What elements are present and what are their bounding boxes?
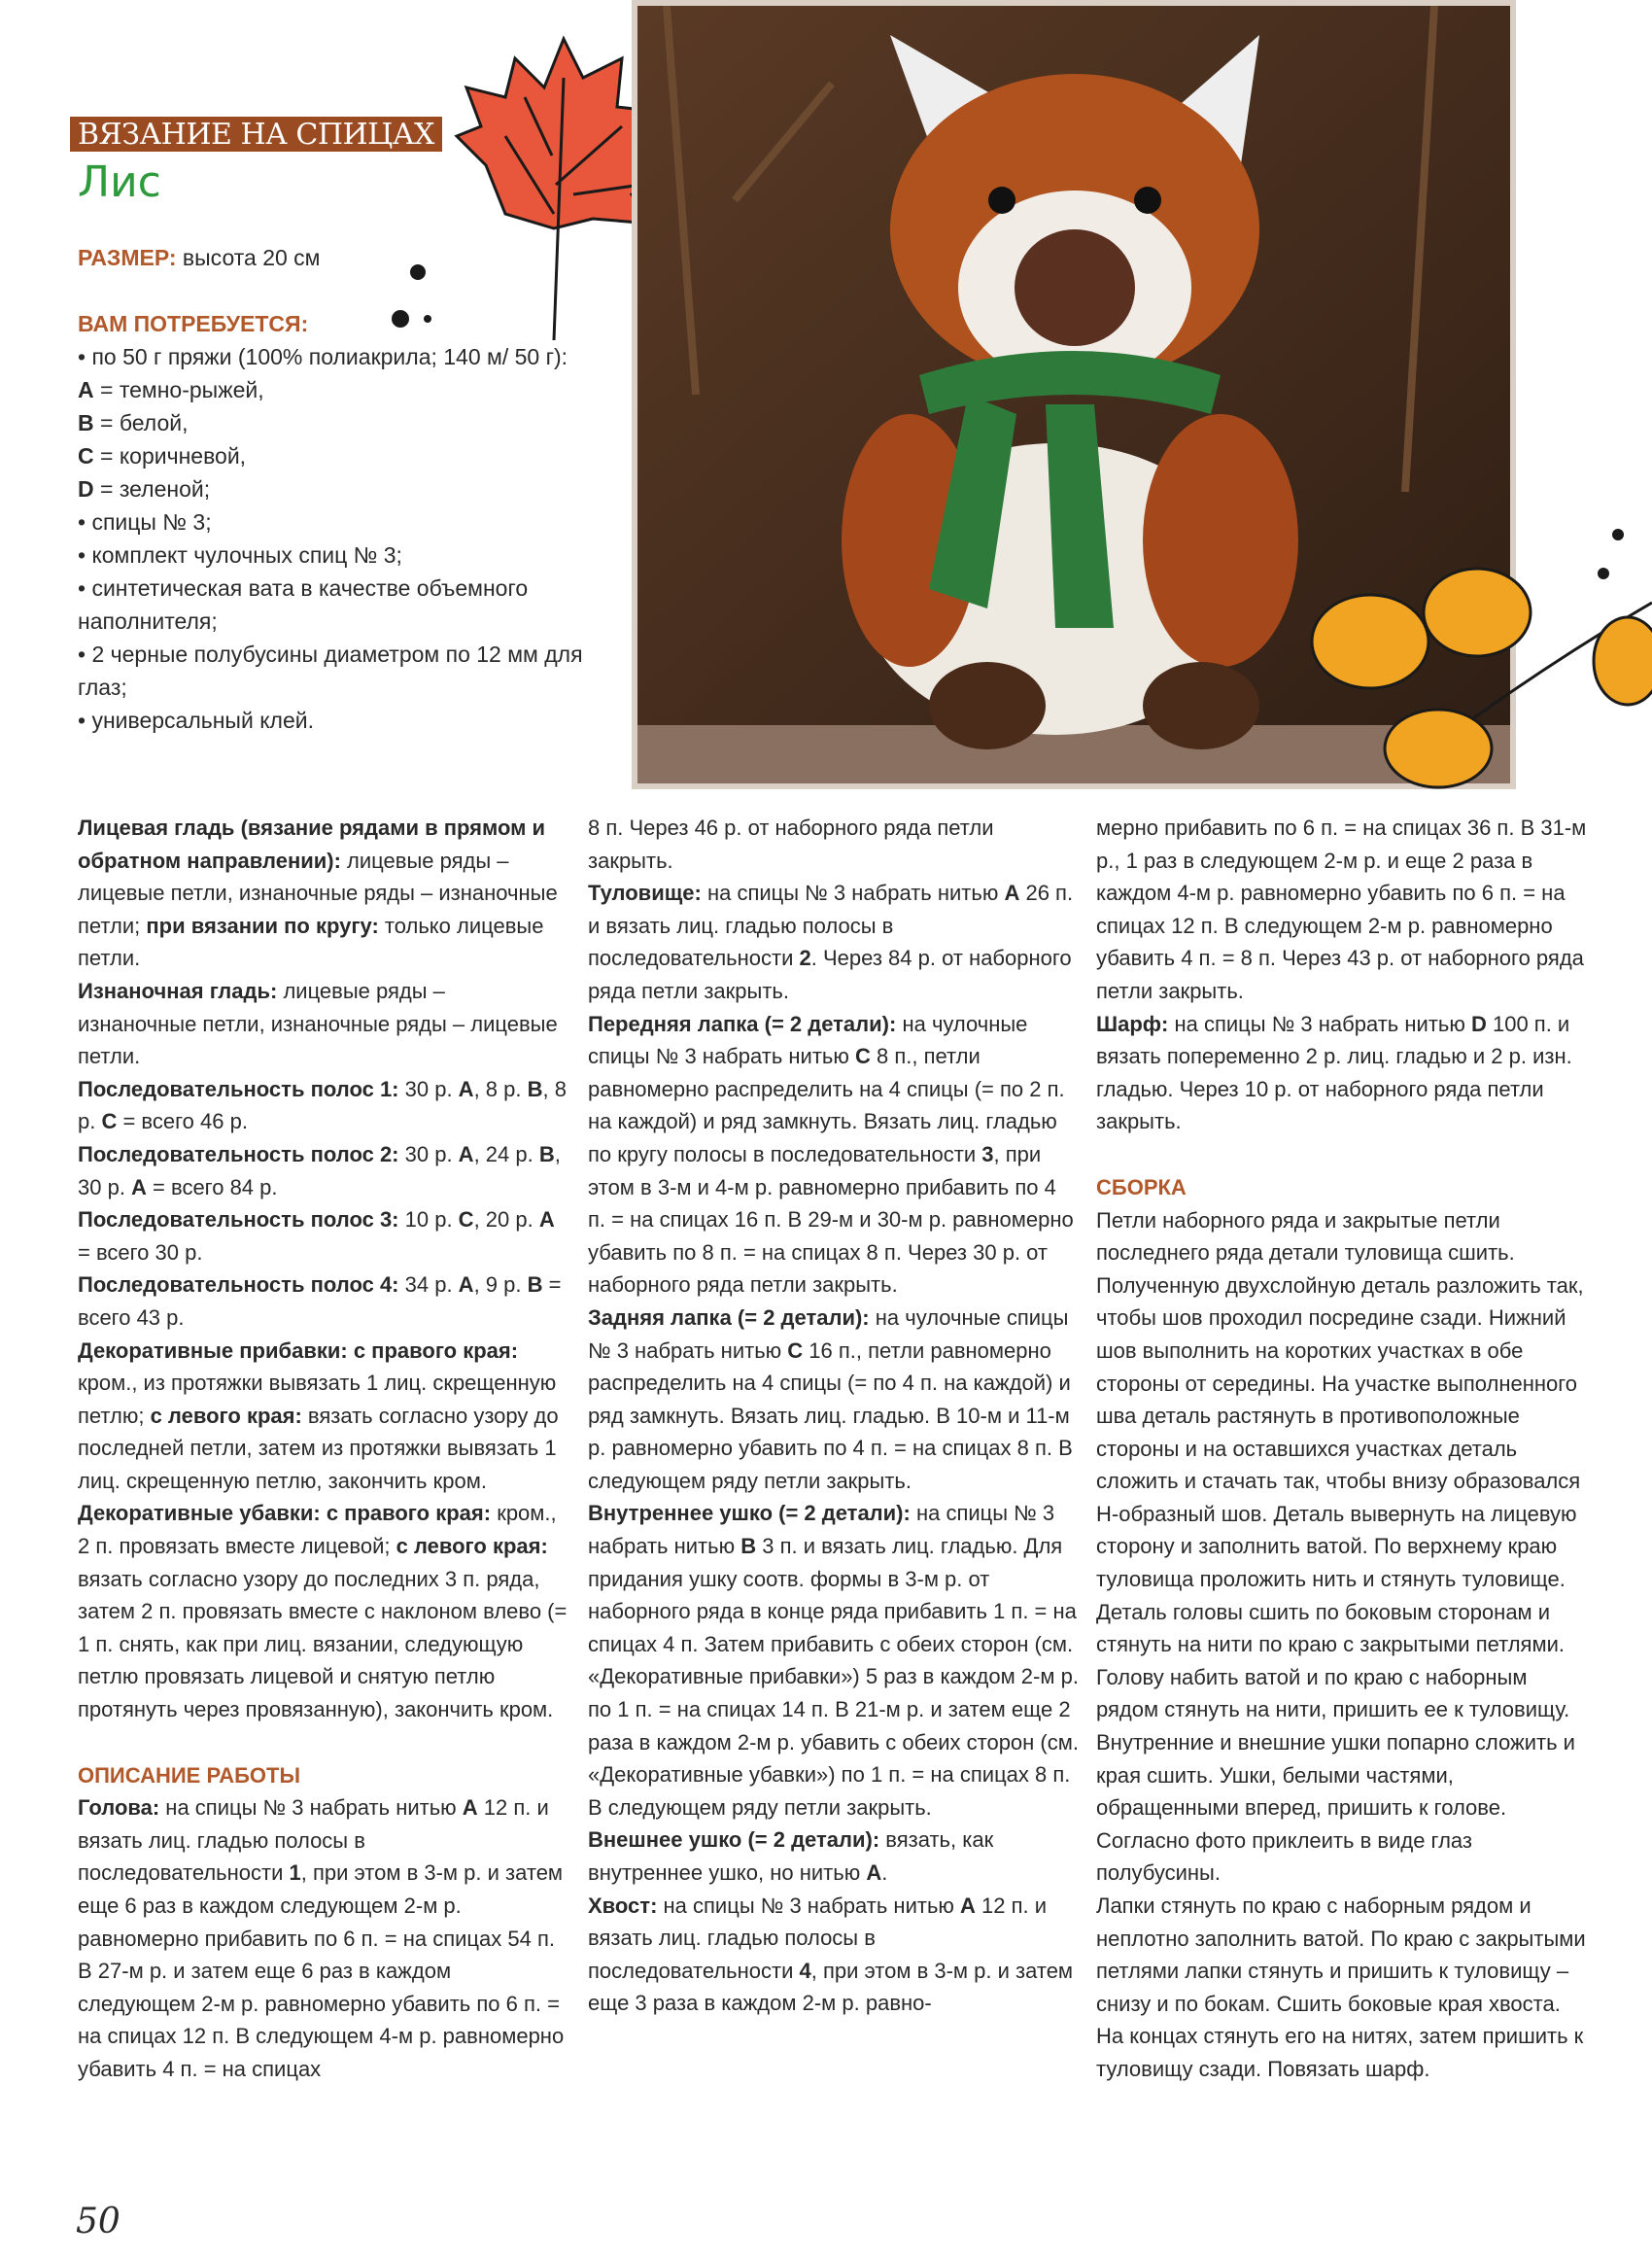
term-label: Декоративные убавки: с правого края: [78, 1501, 492, 1526]
body-text: • спицы № 3; [78, 509, 212, 535]
body-text: только лицевые петли. [78, 913, 544, 971]
body-text: 8 п., петли равномерно распределить на 4 спицы (= по 2 п. на каждой) и ряд замкнуть. Вязать лиц. гладью по кругу полосы в последовательности [588, 1044, 1065, 1166]
term-label: Декоративные прибавки: с правого края: [78, 1337, 519, 1363]
body-text: кром., 2 п. провязать вместе лицевой; [78, 1501, 557, 1559]
body-text: Лапки стянуть по краю с наборным рядом и неплотно заполнить ватой. По краю с закрытыми петлями лапки стянуть и пришить к туловищу – снизу и по бокам. Сшить боковые края хвоста. На концах стянуть его на нитях, затем пришить к туловищу сзади. Повязать шарф. [1096, 1893, 1586, 2081]
term-label: с левого края: [396, 1534, 548, 1559]
body-text: • синтетическая вата в качестве объемного наполнителя; [78, 575, 529, 634]
body-text: на спицы № 3 набрать нитью [1168, 1011, 1471, 1036]
body-text: , 20 р. [473, 1207, 539, 1233]
term-label: C [101, 1109, 118, 1134]
body-text: 100 п. и вязать попеременно 2 р. лиц. гладью и 2 р. изн. гладью. Через 10 р. от наборного ряда петли закрыть. [1096, 1011, 1572, 1134]
paragraph [78, 975, 568, 1073]
material-item [78, 505, 583, 538]
term-label: Последовательность полос 3: [78, 1207, 399, 1233]
term-label: Лицевая гладь (вязание рядами в прямом и обратном направлении): [78, 816, 546, 873]
body-text: 3 п. и вязать лиц. гладью. Для придания ушку соотв. формы в 3-м р. от наборного ряда в конце ряда прибавить 1 п. = на спицах 4 п. Затем прибавить с обеих сторон (см. «Декоративные прибавки») 5 раз в каждом 2-м р. по 1 п. = на спицах 14 п. В 21-м р. и затем еще 2 раза в каждом 2-м р. убавить с обеих сторон (см. «Декоративные убавки») по 1 п. = на спицах 8 п. В следующем ряду петли закрыть. [588, 1534, 1079, 1820]
body-text: на спицы № 3 набрать нитью [657, 1893, 961, 1918]
term-label: Последовательность полос 2: [78, 1141, 399, 1166]
term-label: Последовательность полос 4: [78, 1272, 399, 1298]
section-heading: ОПИСАНИЕ РАБОТЫ [78, 1762, 300, 1788]
paragraph [78, 1203, 568, 1268]
intro-block [78, 241, 583, 737]
body-text: вязать согласно узору до последних 3 п. ряда, затем 2 п. провязать вместе с наклоном влево (= 1 п. снять, как при лиц. вязании, следующую петлю провязать лицевой и снятую петлю протянуть через провязанную), закончить кром. [78, 1566, 568, 1722]
body-text: на спицы № 3 набрать нитью [159, 1795, 463, 1821]
body-text: 16 п., петли равномерно распределить на 4 спицы (= по 4 п. на каждой) и ряд замкнуть. Вязать лиц. гладью. В 10-м и 11-м р. равномерно убавить по 4 п. = на спицах 8 п. В следующем ряду петли закрыть. [588, 1337, 1073, 1493]
autumn-leaves-icon [1283, 525, 1652, 807]
term-label: 1 [289, 1860, 301, 1886]
paragraph [588, 1302, 1079, 1498]
body-text: , 8 р. [473, 1076, 528, 1101]
term-label: C [855, 1044, 871, 1069]
term-label: Хвост: [588, 1893, 658, 1918]
text-column-3 [1096, 812, 1587, 2086]
material-item [78, 373, 583, 406]
term-label: D [78, 476, 94, 502]
body-text: лицевые ряды – изнаночные петли, изнаночные ряды – лицевые петли. [78, 978, 558, 1069]
term-label: A [78, 377, 94, 402]
term-label: Туловище: [588, 881, 702, 906]
body-text: = всего 43 р. [78, 1272, 562, 1330]
term-label: D [1470, 1011, 1487, 1036]
term-label: Задняя лапка (= 2 детали): [588, 1304, 870, 1330]
text-column-1 [78, 812, 568, 2086]
page-title: Лис [78, 157, 161, 207]
paragraph [588, 812, 1079, 877]
term-label: Голова: [78, 1795, 160, 1821]
term-label: Внутреннее ушко (= 2 детали): [588, 1501, 911, 1526]
paragraph [78, 1791, 568, 2085]
section-label: ВЯЗАНИЕ НА СПИЦАХ [78, 117, 434, 152]
body-text: , при этом в 3-м р. и затем еще 3 раза в каждом 2-м р. равно- [588, 1958, 1074, 2016]
body-text: на спицы № 3 набрать нитью [701, 881, 1005, 906]
body-text: • по 50 г пряжи (100% полиакрила; 140 м/ 50 г): [78, 344, 568, 369]
term-label: Внешнее ушко (= 2 детали): [588, 1827, 880, 1853]
body-text: , 8 р. [78, 1076, 567, 1134]
term-label: B [740, 1534, 757, 1559]
material-item [78, 439, 583, 472]
term-label: A [458, 1076, 474, 1101]
body-text: • универсальный клей. [78, 708, 314, 733]
term-label: B [78, 410, 94, 435]
body-text: • комплект чулочных спиц № 3; [78, 542, 402, 568]
term-label: B [538, 1141, 555, 1166]
body-text: , при этом в 3-м р. и затем еще 6 раз в каждом следующем 2-м р. равномерно прибавить по 6 п. = на спицах 54 п. В 27-м р. и затем еще 6 раз в каждом следующем 2-м р. равномерно убавить по 6 п. = на спицах 12 п. В следующем 4-м р. равномерно убавить 4 п. = на спицах [78, 1860, 565, 2081]
term-label: при вязании по кругу: [146, 913, 379, 938]
section-banner [70, 117, 442, 152]
body-text: , 24 р. [473, 1141, 539, 1166]
term-label: A [960, 1893, 976, 1918]
body-text: лицевые ряды – лицевые петли, изнаночные ряды – изнаночные петли; [78, 848, 558, 938]
term-label: 4 [799, 1958, 811, 1983]
paragraph [1096, 1204, 1587, 1890]
material-item [78, 572, 583, 638]
material-item [78, 472, 583, 505]
term-label: A [1004, 881, 1020, 906]
body-text: , 30 р. [78, 1141, 561, 1199]
material-item [78, 538, 583, 572]
term-label: 2 [799, 946, 811, 971]
paragraph [1096, 1890, 1587, 2086]
paragraph [588, 877, 1079, 1007]
paragraph [588, 1890, 1079, 2020]
body-text: вязать, как внутреннее ушко, но нитью [588, 1827, 994, 1885]
term-label: с левого края: [150, 1403, 302, 1428]
term-label: A [538, 1207, 555, 1233]
body-text: 30 р. [398, 1141, 459, 1166]
paragraph [78, 1335, 568, 1498]
material-item [78, 704, 583, 737]
text-column-2 [588, 812, 1079, 2020]
term-label: B [527, 1272, 543, 1298]
paragraph [1096, 1008, 1587, 1138]
body-text: 12 п. и вязать лиц. гладью полосы в последовательности [78, 1795, 549, 1886]
body-text: 34 р. [398, 1272, 459, 1298]
paragraph [78, 1497, 568, 1725]
paragraph [78, 1073, 568, 1138]
paragraph [588, 1497, 1079, 1824]
body-text: 30 р. [398, 1076, 459, 1101]
body-text: Петли наборного ряда и закрытые петли последнего ряда детали туловища сшить. Полученную двухслойную деталь разложить так, чтобы шов проходил посредине сзади. Нижний шов выполнить на коротких участках в обе стороны от середины. На участке выполненного шва деталь растянуть в противоположные стороны и на оставшихся участках деталь сложить и стачать так, чтобы внизу образовался Н-образный шов. Деталь вывернуть на лицевую сторону и заполнить ватой. По верхнему краю туловища проложить нить и стянуть туловище. Деталь головы сшить по боковым сторонам и стянуть на нити по краю с закрытыми петлями. Голову набить ватой и по краю с наборным рядом стянуть на нити, пришить ее к туловищу. Внутренние и внешние ушки попарно сложить и края сшить. Ушки, белыми частями, обращенными вперед, пришить к голове. Согласно фото приклеить в виде глаз полубусины. [1096, 1207, 1584, 1886]
term-label: A [131, 1174, 147, 1199]
section-heading: СБОРКА [1096, 1174, 1187, 1199]
body-text: = белой, [93, 410, 189, 435]
term-label: C [787, 1337, 804, 1363]
body-text: мерно прибавить по 6 п. = на спицах 36 п. В 31-м р., 1 раз в следующем 2-м р. и еще 2 раза в каждом 4-м р. равномерно убавить по 6 п. = на спицах 12 п. В следующем 2-м р. равномерно убавить 4 п. = 8 п. Через 43 р. от наборного ряда петли закрыть. [1096, 816, 1587, 1003]
term-label: Передняя лапка (= 2 детали): [588, 1011, 897, 1036]
body-text: . [881, 1860, 888, 1885]
materials-list [78, 340, 583, 737]
term-label: C [78, 443, 94, 469]
term-label: B [527, 1076, 543, 1101]
paragraph [588, 1824, 1079, 1889]
paragraph [588, 1008, 1079, 1302]
term-label: Изнаночная гладь: [78, 978, 278, 1003]
paragraph [78, 1268, 568, 1334]
body-text: • 2 черные полубусины диаметром по 12 мм для глаз; [78, 642, 583, 700]
body-text: , при этом в 3-м и 4-м р. равномерно прибавить по 4 п. = на спицах 16 п. В 29-м и 30-м р. равномерно убавить по 8 п. = на спицах 8 п. Через 30 р. от наборного ряда петли закрыть. [588, 1141, 1074, 1298]
size-value: высота 20 см [176, 245, 321, 270]
body-text: = зеленой; [93, 476, 211, 502]
term-label: A [462, 1795, 478, 1821]
page-number: 50 [76, 2202, 120, 2241]
body-text: = коричневой, [93, 443, 247, 469]
body-text: на чулочные спицы № 3 набрать нитью [588, 1304, 1069, 1363]
material-item [78, 638, 583, 704]
body-text: . Через 84 р. от наборного ряда петли закрыть. [588, 946, 1072, 1003]
body-text: = всего 84 р. [146, 1174, 278, 1199]
body-text: 10 р. [398, 1207, 459, 1233]
body-text: на чулочные спицы № 3 набрать нитью [588, 1011, 1028, 1069]
body-text: 26 п. и вязать лиц. гладью полосы в последовательности [588, 881, 1074, 971]
size-label: РАЗМЕР: [78, 245, 177, 270]
body-text: = всего 46 р. [117, 1109, 248, 1134]
term-label: A [458, 1272, 474, 1298]
materials-heading: ВАМ ПОТРЕБУЕТСЯ: [78, 311, 309, 336]
body-text: = темно-рыжей, [93, 377, 264, 402]
paragraph [1096, 812, 1587, 1008]
body-text: 8 п. Через 46 р. от наборного ряда петли закрыть. [588, 816, 994, 873]
body-text: кром., из протяжки вывязать 1 лиц. скрещенную петлю; [78, 1371, 557, 1428]
term-label: A [866, 1860, 882, 1885]
term-label: A [458, 1141, 474, 1166]
material-item [78, 406, 583, 439]
body-text: , 9 р. [473, 1272, 528, 1298]
body-text: вязать согласно узору до последней петли, затем из протяжки вывязать 1 лиц. скрещенную петлю, закончить кром. [78, 1403, 559, 1493]
term-label: Последовательность полос 1: [78, 1076, 399, 1101]
paragraph [78, 812, 568, 975]
term-label: 3 [981, 1141, 994, 1166]
body-text: = всего 30 р. [78, 1239, 203, 1265]
body-text: 12 п. и вязать лиц. гладью полосы в последовательности [588, 1893, 1048, 1983]
term-label: C [458, 1207, 474, 1233]
body-text: на спицы № 3 набрать нитью [588, 1501, 1055, 1559]
material-item [78, 340, 583, 373]
term-label: Шарф: [1096, 1011, 1169, 1036]
paragraph [78, 1138, 568, 1203]
